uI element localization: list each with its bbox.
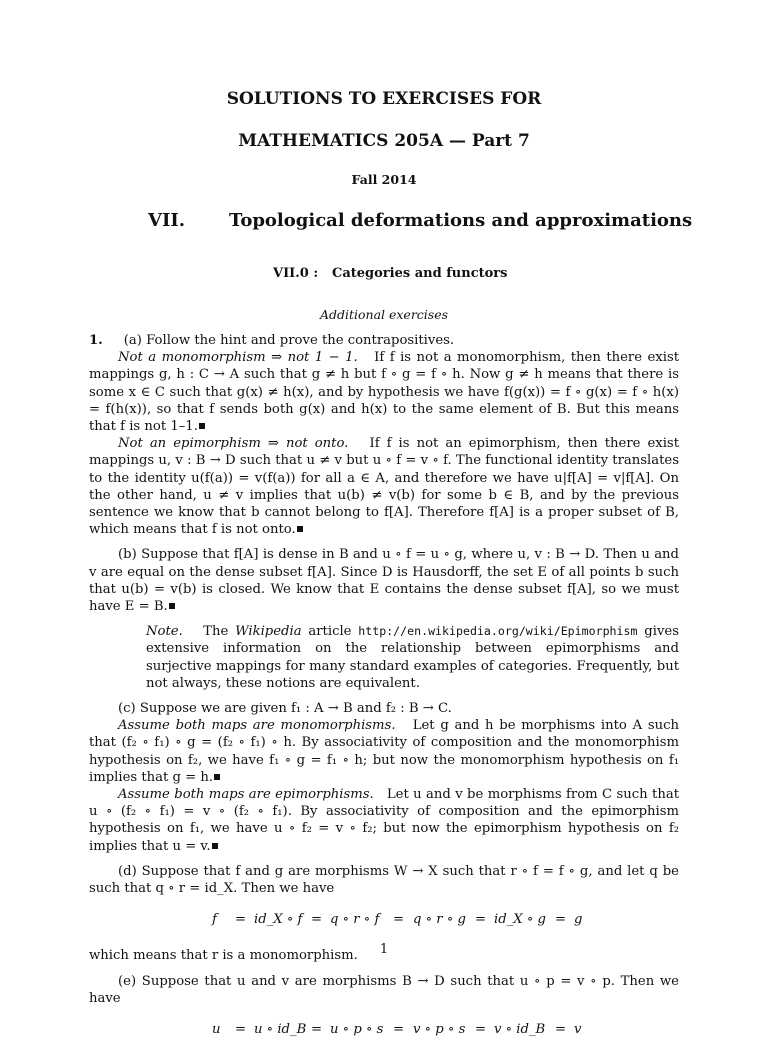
part-d-paragraph — [89, 863, 679, 897]
part-c-mono-paragraph — [89, 717, 679, 786]
part-a-label: (a) — [123, 333, 142, 348]
part-b-label: (b) — [118, 547, 137, 563]
equation-term: v ∘ p ∘ s — [413, 1021, 466, 1037]
equation-d — [89, 911, 679, 937]
note-pre: The — [203, 624, 229, 640]
part-c-epi-text: Let u and v be morphisms from C such that u ∘ (f₂ ∘ f₁) = v ∘ (f₂ ∘ f₁). By associativity of composition and the epimorphism hypothesis on f₁, we have u ∘ f₂ = v ∘ f₂; but now the epimorphism hypothesis on f₂ implies that u = v. — [89, 787, 679, 854]
part-a-intro: Follow the hint and prove the contrapositives. — [146, 333, 455, 348]
part-d-label: (d) — [118, 863, 137, 879]
chapter-title: Topological deformations and approximations — [229, 210, 693, 231]
section-title: Categories and functors — [332, 266, 508, 281]
equation-term: q ∘ r ∘ f — [330, 912, 380, 928]
equation-term: id_X ∘ g — [494, 912, 546, 928]
part-c-intro — [89, 700, 679, 717]
part-e-label: (e) — [118, 973, 137, 989]
equation-operator: = — [475, 1021, 487, 1037]
part-c-label: (c) — [118, 701, 136, 717]
part-c-mono-text: Let g and h be morphisms into A such that (f₂ ∘ f₁) ∘ g = (f₂ ∘ f₁) ∘ h. By associativity of composition and the monomorphism hypothesis on f₂, we have f₁ ∘ g = f₁ ∘ h; but now the monomorphism hypothesis on f₁ implies that g = h. — [89, 718, 679, 785]
note-article-word: article — [308, 624, 352, 640]
part-b-text: Suppose that f[A] is dense in B and u ∘ f = u ∘ g, where u, v : B → D. Then u and v are equal on the dense subset f[A]. Since D is Hausdorff, the set E of all points b such that u(b) = v(b) is closed. We know that E contains the dense subset f[A], so we must have E = B. — [89, 547, 679, 615]
note-rest: gives extensive information on the relationship between epimorphisms and surjective mappings for many standard examples of categories. Frequently, but not always, these notions are equivalent. — [146, 624, 679, 691]
note-label: Note. — [146, 624, 183, 640]
document-title: SOLUTIONS TO EXERCISES FOR — [226, 89, 542, 109]
part-c-epi-heading: Assume both maps are epimorphisms. — [118, 787, 374, 803]
equation-operator: = — [235, 1021, 247, 1037]
part-a-mono-heading: Not a monomorphism ⇒ not 1 − 1. — [118, 350, 358, 366]
equation-term: u ∘ p ∘ s — [330, 1021, 384, 1037]
part-a-mono-text: If f is not a monomorphism, then there exist mappings g, h : C → A such that g ≠ h but f ∘ g = f ∘ h. Now g ≠ h means that there is some x ∈ C such that g(x) ≠ h(x), and by hypothesis we have f(g(x)) = f ∘ g(x) = f ∘ h(x) = f(h(x)), so that f sends both g(x) and h(x) to the same element of B. But this means that f is not 1–1. — [89, 350, 680, 435]
note-wikipedia: Wikipedia — [235, 624, 302, 640]
section-number: VII.0 : — [273, 266, 319, 281]
equation-term: g — [574, 912, 583, 928]
qed-icon — [212, 843, 218, 849]
equation-e — [89, 1021, 679, 1047]
qed-icon — [199, 423, 205, 429]
note-block — [146, 623, 679, 692]
term-label: Fall 2014 — [351, 172, 417, 187]
part-a-epi-text: If f is not an epimorphism, then there exist mappings u, v : B → D such that u ≠ v but u ∘ f = v ∘ f. The functional identity translates to the identity u(f(a)) = v(f(a)) for all a ∈ A, and therefore we have u|f[A] = v|f[A]. On the other hand, u ≠ v implies that u(b) ≠ v(b) for some b ∈ B, and by the previous sentence we know that b cannot belong to f[A]. Therefore f[A] is a proper subset of B, which means that f is not onto. — [89, 436, 679, 538]
equation-operator: = — [235, 912, 247, 928]
equation-operator: = — [393, 1021, 405, 1037]
equation-term: u — [212, 1021, 221, 1037]
equation-operator: = — [311, 912, 323, 928]
part-d-conclusion: which means that r is a monomorphism. — [89, 948, 358, 964]
exercise-number: 1. — [89, 333, 103, 348]
equation-term: f — [212, 912, 217, 928]
document-subtitle: MATHEMATICS 205A — Part 7 — [238, 131, 530, 151]
equation-operator: = — [393, 912, 405, 928]
part-a-epi-paragraph — [89, 435, 679, 538]
page-number: 1 — [379, 942, 389, 957]
part-a-mono-paragraph — [89, 349, 679, 435]
subsection-heading: Additional exercises — [319, 307, 449, 322]
part-d-text: Suppose that f and g are morphisms W → X such that r ∘ f = f ∘ g, and let q be such that q ∘ r = id_X. Then we have — [89, 863, 679, 897]
qed-icon — [169, 603, 175, 609]
part-c-intro-text: Suppose we are given f₁ : A → B and f₂ : B → C. — [139, 701, 452, 717]
exercise-1a-intro — [89, 332, 679, 349]
equation-operator: = — [311, 1021, 323, 1037]
qed-icon — [297, 526, 303, 532]
part-c-epi-paragraph — [89, 786, 679, 855]
equation-term: id_X ∘ f — [254, 912, 303, 928]
part-e-paragraph — [89, 973, 679, 1007]
equation-operator: = — [555, 1021, 567, 1037]
chapter-number: VII. — [148, 210, 186, 231]
equation-operator: = — [475, 912, 487, 928]
equation-term: v ∘ id_B — [494, 1021, 546, 1037]
equation-term: q ∘ r ∘ g — [413, 912, 466, 928]
epimorphism-url-link[interactable]: http://en.wikipedia.org/wiki/Epimorphism — [358, 624, 638, 639]
part-a-epi-heading: Not an epimorphism ⇒ not onto. — [118, 436, 349, 452]
equation-term: u ∘ id_B — [254, 1021, 307, 1037]
part-c-mono-heading: Assume both maps are monomorphisms. — [118, 718, 396, 734]
part-e-text: Suppose that u and v are morphisms B → D such that u ∘ p = v ∘ p. Then we have — [89, 973, 679, 1006]
part-b-paragraph — [89, 546, 679, 615]
qed-icon — [214, 774, 220, 780]
equation-term: v — [574, 1021, 582, 1037]
equation-operator: = — [555, 912, 567, 928]
